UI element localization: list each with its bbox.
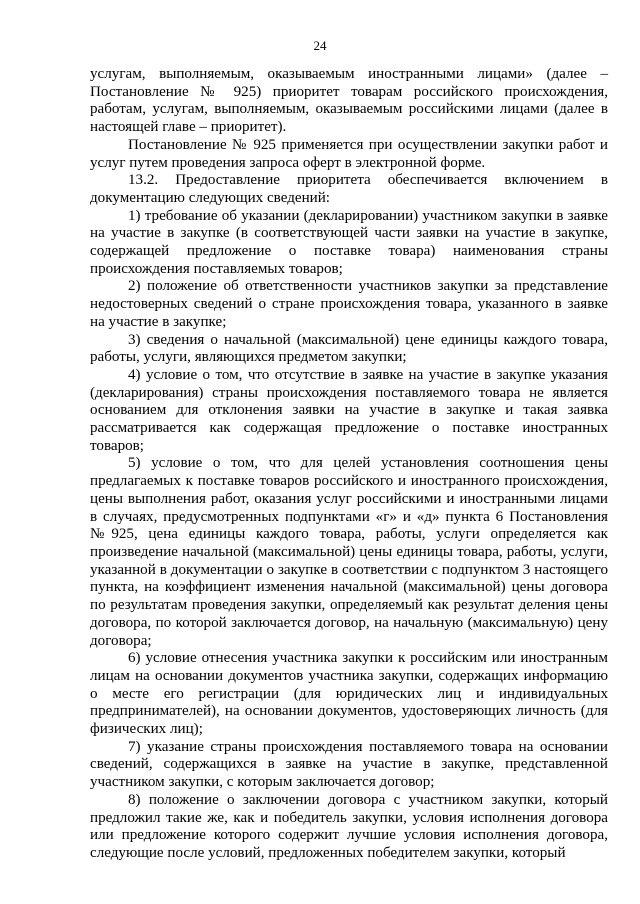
page-number: 24 — [313, 38, 327, 53]
paragraph-resolution-925: Постановление № 925 применяется при осуществлении закупки работ и услуг путем проведения запроса оферт в электронной форме. — [90, 136, 608, 171]
paragraph-continuation: услугам, выполняемым, оказываемым иностранными лицами» (далее – Постановление № 925) приоритет товарам российского происхождения, работам, услугам, выполняемым, оказываемым российскими лицами (далее в настоящей главе – приоритет). — [90, 66, 608, 136]
list-item-2: 2) положение об ответственности участников закупки за представление недостоверных сведений о стране происхождения товара, указанного в заявке на участие в закупке; — [90, 278, 608, 330]
paragraph-13-2: 13.2. Предоставление приоритета обеспечивается включением в документацию следующих сведений: — [90, 172, 608, 206]
list-item-8: 8) положение о заключении договора с участником закупки, который предложил такие же, как и победитель закупки, условия исполнения договора или предложение которого содержит лучшие условия исполнения договора, следующие после условий, предложенных победителем закупки, который — [90, 791, 608, 861]
document-body — [90, 66, 608, 863]
list-item-3: 3) сведения о начальной (максимальной) цене единицы каждого товара, работы, услуги, являющихся предметом закупки; — [90, 331, 608, 366]
list-item-4: 4) условие о том, что отсутствие в заявке на участие в закупке указания (декларирования) страны происхождения поставляемого товара не является основанием для отклонения заявки на участие в закупке и такая заявка рассматривается как содержащая предложение о поставке иностранных товаров; — [90, 366, 608, 454]
list-item-6: 6) условие отнесения участника закупки к российским или иностранным лицам на основании документов участника закупки, содержащих информацию о месте его регистрации (для юридических лиц и индивидуальных предпринимателей), на основании документов, удостоверяющих личность (для физических лиц); — [90, 650, 608, 738]
list-item-5: 5) условие о том, что для целей установления соотношения цены предлагаемых к поставке товаров российского и иностранного происхождения, цены выполнения работ, оказания услуг российскими и иностранными лицами в случаях, предусмотренных подпунктами «г» и «д» пункта 6 Постановления №925, цена единицы каждого товара, работы, услуги определяется как произведение начальной (максимальной) цены единицы товара, работы, услуги, указанной в документации о закупке в соответствии с подпунктом 3 настоящего пункта, на коэффициент изменения начальной (максимальной) цены договора по результатам проведения закупки, определяемый как результат деления цены договора, по которой заключается договор, на начальную (максимальную) цену договора; — [90, 455, 608, 649]
list-item-7: 7) указание страны происхождения поставляемого товара на основании сведений, содержащихся в заявке на участие в закупке, представленной участником закупки, с которым заключается договор; — [90, 738, 608, 791]
list-item-1: 1) требование об указании (декларировании) участником закупки в заявке на участие в закупке (в соответствующей части заявки на участие в закупке, содержащей предложение о поставке товара) наименования страны происхождения поставляемых товаров; — [90, 207, 608, 277]
